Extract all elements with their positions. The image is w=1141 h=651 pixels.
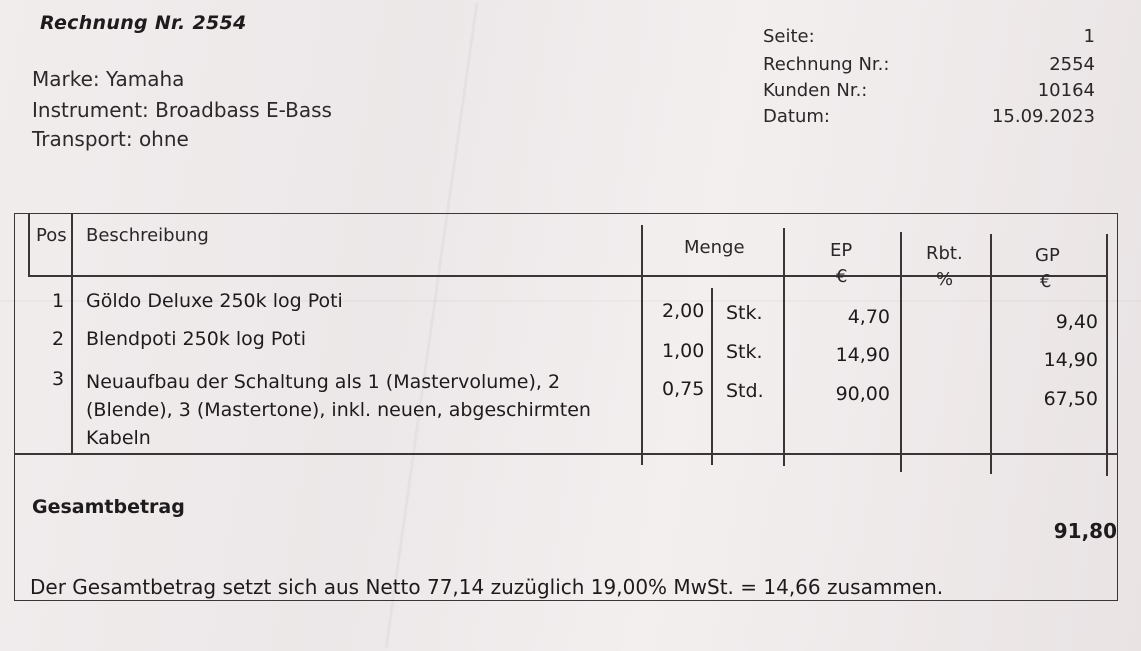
column-divider (783, 228, 785, 466)
row-1-qty: 2,00 (662, 300, 705, 322)
column-header-total-price: GP (1035, 245, 1060, 266)
row-3-qty: 0,75 (662, 378, 705, 400)
page-label: Seite: (763, 26, 815, 47)
column-header-qty: Menge (684, 237, 745, 258)
row-1-description: Göldo Deluxe 250k log Poti (86, 290, 343, 312)
grand-total-label: Gesamtbetrag (32, 496, 185, 518)
column-header-total-price-currency: € (1040, 271, 1052, 292)
transport-line: Transport: ohne (32, 127, 189, 151)
column-divider (900, 232, 902, 472)
row-2-unit: Stk. (726, 341, 763, 363)
column-header-discount-unit: % (936, 269, 954, 290)
row-2-pos: 2 (52, 328, 65, 350)
customer-number-value: 10164 (1037, 80, 1095, 101)
column-divider (28, 213, 30, 275)
row-1-total: 9,40 (1055, 311, 1098, 333)
row-3-pos: 3 (52, 368, 65, 390)
tax-breakdown-note: Der Gesamtbetrag setzt sich aus Netto 77,14 zuzüglich 19,00% MwSt. = 14,66 zusammen. (30, 575, 944, 599)
brand-line: Marke: Yamaha (32, 67, 185, 91)
date-value: 15.09.2023 (991, 106, 1095, 127)
row-3-unit-price: 90,00 (835, 383, 890, 405)
column-divider (641, 225, 643, 465)
row-3-unit: Std. (726, 380, 764, 402)
row-1-unit-price: 4,70 (847, 306, 890, 328)
column-header-pos: Pos (36, 225, 67, 246)
column-header-discount: Rbt. (926, 243, 963, 264)
column-divider (711, 288, 713, 465)
row-1-pos: 1 (52, 290, 65, 312)
column-divider (71, 213, 73, 453)
column-divider (1106, 234, 1108, 476)
instrument-line: Instrument: Broadbass E-Bass (32, 98, 332, 122)
column-header-unit-price-currency: € (836, 266, 848, 287)
row-3-description: Neuaufbau der Schaltung als 1 (Mastervolume), 2 (Blende), 3 (Mastertone), inkl. neuen, abgeschirmten Kabeln (86, 371, 591, 449)
column-header-description: Beschreibung (86, 225, 209, 246)
row-2-unit-price: 14,90 (835, 344, 890, 366)
invoice-title: Rechnung Nr. 2554 (40, 12, 247, 34)
column-header-unit-price: EP (830, 240, 853, 261)
table-bottom-rule (14, 453, 1118, 455)
invoice-number-label: Rechnung Nr.: (763, 54, 890, 75)
date-label: Datum: (763, 106, 830, 127)
row-2-qty: 1,00 (662, 340, 705, 362)
grand-total-value: 91,80 (1053, 519, 1117, 543)
page-value: 1 (1083, 26, 1095, 47)
column-divider (990, 234, 992, 474)
customer-number-label: Kunden Nr.: (763, 80, 868, 101)
invoice-number-value: 2554 (1049, 54, 1095, 75)
row-2-total: 14,90 (1043, 349, 1098, 371)
row-1-unit: Stk. (726, 302, 763, 324)
row-3-total: 67,50 (1043, 388, 1098, 410)
row-2-description: Blendpoti 250k log Poti (86, 328, 307, 350)
